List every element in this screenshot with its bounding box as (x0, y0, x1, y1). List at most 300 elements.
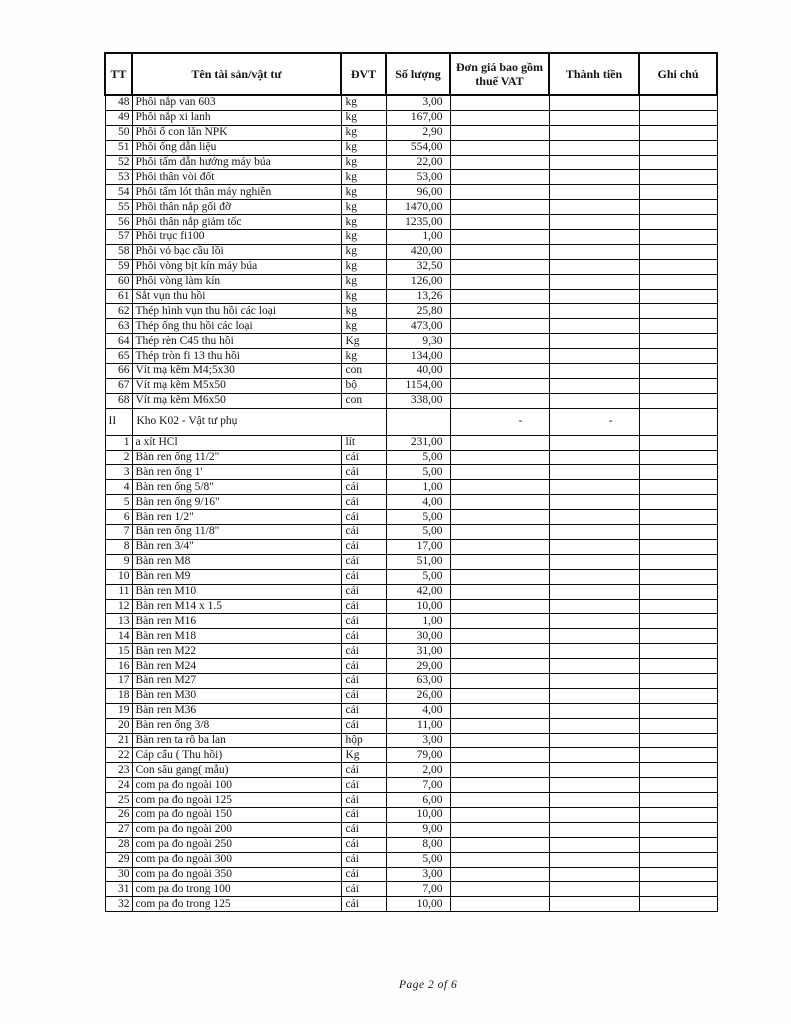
cell-amount (549, 480, 639, 495)
table-row (105, 435, 717, 450)
table-row (105, 125, 717, 140)
cell-quantity: 9,30 (386, 334, 450, 349)
table-row (105, 155, 717, 170)
header-asset-name: Tên tài sản/vật tư (132, 53, 341, 95)
cell-amount (549, 703, 639, 718)
cell-note (639, 364, 717, 379)
table-row (105, 215, 717, 230)
table-row (105, 140, 717, 155)
cell-tt: 31 (105, 882, 132, 897)
cell-unit: cái (341, 629, 386, 644)
cell-note (639, 244, 717, 259)
cell-unit: kg (341, 95, 386, 110)
table-row (105, 510, 717, 525)
cell-quantity: 1,00 (386, 480, 450, 495)
cell-tt: 63 (105, 319, 132, 334)
cell-note (639, 897, 717, 912)
cell-asset-name: Bàn ren 3/4" (132, 539, 341, 554)
cell-asset-name: Bàn ren ống 11/8" (132, 525, 341, 540)
cell-unit: cái (341, 644, 386, 659)
cell-quantity: 338,00 (386, 393, 450, 408)
cell-unit: kg (341, 244, 386, 259)
cell-note (639, 140, 717, 155)
cell-tt: 18 (105, 688, 132, 703)
cell-quantity: 7,00 (386, 882, 450, 897)
cell-unit-price (450, 778, 549, 793)
cell-unit-price (450, 364, 549, 379)
cell-note (639, 230, 717, 245)
cell-amount (549, 897, 639, 912)
cell-quantity: 554,00 (386, 140, 450, 155)
cell-unit: bộ (341, 378, 386, 393)
cell-unit: kg (341, 304, 386, 319)
cell-tt: 54 (105, 185, 132, 200)
cell-unit: cái (341, 793, 386, 808)
cell-unit: cái (341, 778, 386, 793)
table-row (105, 450, 717, 465)
cell-tt: 23 (105, 763, 132, 778)
cell-tt: 6 (105, 510, 132, 525)
cell-amount (549, 778, 639, 793)
cell-quantity: 231,00 (386, 435, 450, 450)
cell-amount (549, 599, 639, 614)
cell-tt: 66 (105, 364, 132, 379)
cell-amount (549, 629, 639, 644)
cell-note (639, 304, 717, 319)
cell-quantity: 6,00 (386, 793, 450, 808)
cell-amount: - (549, 408, 639, 435)
cell-tt: 61 (105, 289, 132, 304)
table-row (105, 495, 717, 510)
cell-asset-name: Bàn ren ống 11/2" (132, 450, 341, 465)
cell-quantity: 63,00 (386, 673, 450, 688)
table-row (105, 837, 717, 852)
cell-tt: 8 (105, 539, 132, 554)
cell-tt: 56 (105, 215, 132, 230)
cell-amount (549, 733, 639, 748)
cell-quantity: 5,00 (386, 510, 450, 525)
cell-unit: kg (341, 230, 386, 245)
cell-quantity: 5,00 (386, 852, 450, 867)
cell-quantity: 53,00 (386, 170, 450, 185)
cell-unit-price (450, 584, 549, 599)
cell-amount (549, 718, 639, 733)
cell-asset-name: Vít mạ kẽm M5x50 (132, 378, 341, 393)
cell-amount (549, 882, 639, 897)
cell-asset-name: Sắt vụn thu hồi (132, 289, 341, 304)
table-row (105, 867, 717, 882)
cell-unit: cái (341, 807, 386, 822)
cell-tt: 68 (105, 393, 132, 408)
cell-quantity: 167,00 (386, 110, 450, 125)
cell-unit-price (450, 748, 549, 763)
cell-quantity: 29,00 (386, 659, 450, 674)
cell-quantity: 31,00 (386, 644, 450, 659)
cell-asset-name: Vít mạ kẽm M4;5x30 (132, 364, 341, 379)
cell-tt: 52 (105, 155, 132, 170)
table-row (105, 185, 717, 200)
cell-note (639, 688, 717, 703)
cell-amount (549, 185, 639, 200)
cell-note (639, 867, 717, 882)
cell-quantity: 5,00 (386, 569, 450, 584)
cell-asset-name: Bàn ren M9 (132, 569, 341, 584)
cell-unit-price (450, 319, 549, 334)
table-row (105, 718, 717, 733)
cell-unit-price (450, 274, 549, 289)
cell-tt: 65 (105, 349, 132, 364)
table-row (105, 364, 717, 379)
cell-amount (549, 435, 639, 450)
cell-unit: kg (341, 185, 386, 200)
cell-amount (549, 274, 639, 289)
cell-asset-name: Bàn ren M8 (132, 554, 341, 569)
cell-note (639, 465, 717, 480)
cell-amount (549, 95, 639, 110)
cell-quantity: 26,00 (386, 688, 450, 703)
cell-amount (549, 244, 639, 259)
cell-unit-price (450, 822, 549, 837)
cell-unit: cái (341, 882, 386, 897)
cell-quantity: 1154,00 (386, 378, 450, 393)
cell-amount (549, 569, 639, 584)
cell-unit: kg (341, 215, 386, 230)
cell-quantity (386, 408, 450, 435)
cell-tt: 1 (105, 435, 132, 450)
table-row (105, 897, 717, 912)
cell-tt: 21 (105, 733, 132, 748)
cell-unit: kg (341, 274, 386, 289)
cell-tt: 57 (105, 230, 132, 245)
cell-tt: 53 (105, 170, 132, 185)
cell-unit: cái (341, 569, 386, 584)
table-row (105, 539, 717, 554)
cell-unit: cái (341, 703, 386, 718)
cell-note (639, 748, 717, 763)
cell-asset-name: Thép rèn C45 thu hồi (132, 334, 341, 349)
cell-quantity: 420,00 (386, 244, 450, 259)
cell-unit-price (450, 110, 549, 125)
cell-amount (549, 259, 639, 274)
cell-asset-name: Thép tròn fi 13 thu hồi (132, 349, 341, 364)
table-row (105, 393, 717, 408)
cell-amount (549, 155, 639, 170)
cell-note (639, 614, 717, 629)
cell-note (639, 852, 717, 867)
cell-tt: 50 (105, 125, 132, 140)
cell-unit-price (450, 569, 549, 584)
cell-unit: cái (341, 897, 386, 912)
cell-unit: kg (341, 155, 386, 170)
cell-note (639, 584, 717, 599)
cell-unit: cái (341, 659, 386, 674)
table-row (105, 289, 717, 304)
cell-unit: cái (341, 867, 386, 882)
cell-note (639, 185, 717, 200)
cell-amount (549, 289, 639, 304)
cell-unit: Kg (341, 748, 386, 763)
cell-tt: 24 (105, 778, 132, 793)
cell-note (639, 408, 717, 435)
cell-amount (549, 200, 639, 215)
cell-note (639, 733, 717, 748)
cell-asset-name: Bàn ren M16 (132, 614, 341, 629)
cell-amount (549, 688, 639, 703)
cell-asset-name: Thép hình vụn thu hồi các loại (132, 304, 341, 319)
cell-unit: cái (341, 599, 386, 614)
cell-note (639, 110, 717, 125)
cell-tt: 30 (105, 867, 132, 882)
cell-quantity: 51,00 (386, 554, 450, 569)
cell-amount (549, 319, 639, 334)
table-row (105, 748, 717, 763)
cell-asset-name: Bàn ren ống 5/8" (132, 480, 341, 495)
cell-amount (549, 644, 639, 659)
cell-asset-name: Bàn ren M14 x 1.5 (132, 599, 341, 614)
cell-unit-price (450, 170, 549, 185)
section-header-row (105, 408, 717, 435)
cell-unit-price (450, 230, 549, 245)
table-row (105, 584, 717, 599)
cell-unit: cái (341, 718, 386, 733)
cell-unit: cái (341, 539, 386, 554)
cell-note (639, 525, 717, 540)
cell-tt: 60 (105, 274, 132, 289)
cell-note (639, 807, 717, 822)
cell-tt: 29 (105, 852, 132, 867)
header-quantity: Số lượng (386, 53, 450, 95)
table-row (105, 319, 717, 334)
cell-quantity: 1,00 (386, 230, 450, 245)
table-row (105, 378, 717, 393)
table-row (105, 110, 717, 125)
cell-unit-price (450, 793, 549, 808)
cell-tt: 3 (105, 465, 132, 480)
cell-note (639, 793, 717, 808)
cell-asset-name: com pa đo ngoài 250 (132, 837, 341, 852)
cell-unit-price (450, 852, 549, 867)
cell-quantity: 5,00 (386, 450, 450, 465)
cell-asset-name: Phôi tấm dẫn hướng máy búa (132, 155, 341, 170)
cell-unit-price (450, 539, 549, 554)
cell-amount (549, 465, 639, 480)
cell-unit-price (450, 763, 549, 778)
cell-asset-name: Thép ống thu hồi các loại (132, 319, 341, 334)
cell-tt: 9 (105, 554, 132, 569)
table-row (105, 852, 717, 867)
cell-unit: cái (341, 480, 386, 495)
cell-unit-price (450, 688, 549, 703)
cell-note (639, 480, 717, 495)
cell-note (639, 215, 717, 230)
cell-note (639, 539, 717, 554)
cell-asset-name: com pa đo trong 125 (132, 897, 341, 912)
cell-amount (549, 364, 639, 379)
table-row (105, 703, 717, 718)
cell-tt: 22 (105, 748, 132, 763)
cell-note (639, 259, 717, 274)
cell-unit-price (450, 510, 549, 525)
cell-amount (549, 837, 639, 852)
cell-unit: cái (341, 584, 386, 599)
cell-amount (549, 378, 639, 393)
cell-unit-price (450, 393, 549, 408)
cell-unit-price (450, 525, 549, 540)
cell-amount (549, 763, 639, 778)
cell-tt: 10 (105, 569, 132, 584)
table-row (105, 822, 717, 837)
cell-amount (549, 304, 639, 319)
cell-amount (549, 349, 639, 364)
cell-unit-price (450, 155, 549, 170)
cell-note (639, 882, 717, 897)
cell-amount (549, 140, 639, 155)
table-row (105, 807, 717, 822)
cell-quantity: 32,50 (386, 259, 450, 274)
cell-note (639, 718, 717, 733)
cell-tt: 15 (105, 644, 132, 659)
cell-tt: 19 (105, 703, 132, 718)
cell-unit-price (450, 495, 549, 510)
cell-note (639, 393, 717, 408)
cell-asset-name: com pa đo ngoài 125 (132, 793, 341, 808)
cell-tt: 16 (105, 659, 132, 674)
cell-tt: 11 (105, 584, 132, 599)
cell-quantity: 134,00 (386, 349, 450, 364)
table-row (105, 525, 717, 540)
cell-note (639, 125, 717, 140)
cell-asset-name: Cáp cẩu ( Thu hồi) (132, 748, 341, 763)
cell-unit: kg (341, 200, 386, 215)
cell-unit-price (450, 897, 549, 912)
cell-asset-name: Phôi trục fi100 (132, 230, 341, 245)
cell-note (639, 763, 717, 778)
cell-unit-price (450, 644, 549, 659)
cell-quantity: 10,00 (386, 897, 450, 912)
cell-asset-name: Phôi thân nắp giảm tốc (132, 215, 341, 230)
cell-tt: 2 (105, 450, 132, 465)
cell-unit: cái (341, 688, 386, 703)
table-row (105, 259, 717, 274)
cell-amount (549, 554, 639, 569)
cell-quantity: 3,00 (386, 733, 450, 748)
cell-unit-price (450, 703, 549, 718)
cell-quantity: 22,00 (386, 155, 450, 170)
cell-unit: cái (341, 465, 386, 480)
cell-quantity: 40,00 (386, 364, 450, 379)
cell-amount (549, 110, 639, 125)
table-row (105, 673, 717, 688)
cell-asset-name: Phôi nắp xi lanh (132, 110, 341, 125)
cell-amount (549, 495, 639, 510)
cell-unit: Kg (341, 334, 386, 349)
cell-quantity: 4,00 (386, 703, 450, 718)
cell-asset-name: Bàn ren M27 (132, 673, 341, 688)
cell-quantity: 30,00 (386, 629, 450, 644)
cell-unit-price (450, 289, 549, 304)
cell-unit: hộp (341, 733, 386, 748)
cell-tt: 67 (105, 378, 132, 393)
cell-unit-price (450, 673, 549, 688)
cell-amount (549, 793, 639, 808)
cell-tt: 48 (105, 95, 132, 110)
cell-unit: con (341, 364, 386, 379)
cell-tt: 62 (105, 304, 132, 319)
cell-note (639, 599, 717, 614)
table-row (105, 349, 717, 364)
cell-amount (549, 510, 639, 525)
cell-asset-name: Bàn ren M18 (132, 629, 341, 644)
table-row (105, 170, 717, 185)
cell-amount (549, 230, 639, 245)
cell-quantity: 10,00 (386, 599, 450, 614)
table-row (105, 629, 717, 644)
cell-quantity: 79,00 (386, 748, 450, 763)
cell-quantity: 5,00 (386, 525, 450, 540)
cell-unit-price: - (450, 408, 549, 435)
cell-quantity: 473,00 (386, 319, 450, 334)
cell-note (639, 569, 717, 584)
cell-quantity: 96,00 (386, 185, 450, 200)
cell-tt: 4 (105, 480, 132, 495)
cell-section-title: Kho K02 - Vật tư phụ (132, 408, 386, 435)
cell-amount (549, 170, 639, 185)
cell-note (639, 822, 717, 837)
cell-amount (549, 614, 639, 629)
cell-unit-price (450, 733, 549, 748)
cell-tt: 32 (105, 897, 132, 912)
cell-note (639, 495, 717, 510)
cell-tt: 26 (105, 807, 132, 822)
cell-unit-price (450, 259, 549, 274)
cell-amount (549, 852, 639, 867)
cell-asset-name: com pa đo trong 100 (132, 882, 341, 897)
cell-unit-price (450, 882, 549, 897)
cell-unit: cái (341, 450, 386, 465)
cell-tt: 27 (105, 822, 132, 837)
cell-asset-name: com pa đo ngoài 300 (132, 852, 341, 867)
cell-quantity: 5,00 (386, 465, 450, 480)
cell-tt: 51 (105, 140, 132, 155)
cell-unit-price (450, 200, 549, 215)
cell-asset-name: Phôi tấm lót thân máy nghiền (132, 185, 341, 200)
cell-quantity: 1235,00 (386, 215, 450, 230)
table-row (105, 882, 717, 897)
header-unit-price-vat: Đơn giá bao gồm thuế VAT (450, 53, 549, 95)
cell-asset-name: Vít mạ kẽm M6x50 (132, 393, 341, 408)
cell-unit: kg (341, 319, 386, 334)
cell-asset-name: Con sâu gang( mẫu) (132, 763, 341, 778)
cell-note (639, 95, 717, 110)
cell-note (639, 644, 717, 659)
cell-amount (549, 867, 639, 882)
cell-unit: kg (341, 259, 386, 274)
cell-quantity: 3,00 (386, 867, 450, 882)
cell-tt: 17 (105, 673, 132, 688)
table-row (105, 644, 717, 659)
cell-unit-price (450, 807, 549, 822)
cell-tt: 55 (105, 200, 132, 215)
cell-note (639, 155, 717, 170)
cell-amount (549, 748, 639, 763)
cell-asset-name: com pa đo ngoài 100 (132, 778, 341, 793)
cell-note (639, 319, 717, 334)
page-footer: Page 2 of 6 (399, 979, 458, 991)
cell-note (639, 510, 717, 525)
cell-unit-price (450, 334, 549, 349)
cell-unit: cái (341, 525, 386, 540)
cell-quantity: 8,00 (386, 837, 450, 852)
